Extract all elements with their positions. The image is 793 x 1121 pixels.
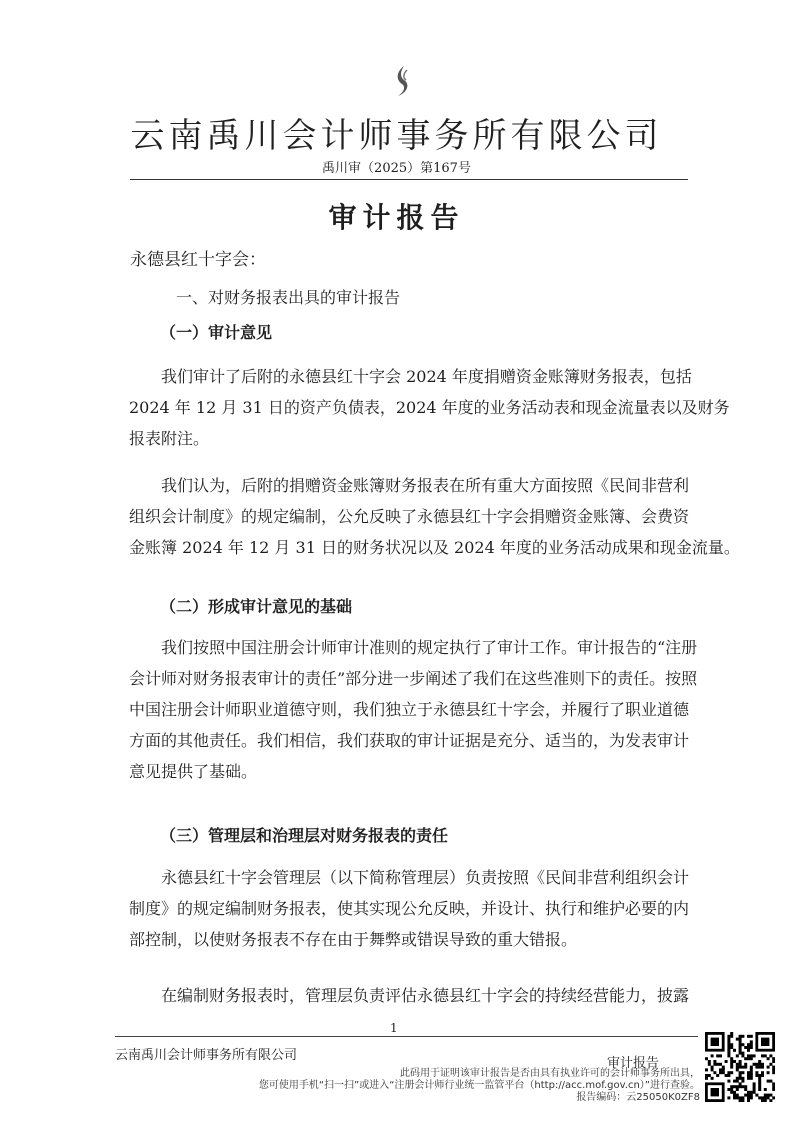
qr-code-icon: [705, 1032, 775, 1102]
opinion-paragraph-1: [129, 361, 730, 454]
text-line: 我们认为，后附的捐赠资金账簿财务报表在所有重大方面按照《民间非营利: [161, 476, 690, 495]
text-line: 制度》的规定编制财务报表，使其实现公允反映，并设计、执行和维护必要的内: [129, 899, 690, 918]
responsibility-paragraph-1: [129, 862, 689, 955]
text-line: 意见提供了基础。: [129, 762, 258, 781]
text-line: 2024 年 12 月 31 日的资产负债表，2024 年度的业务活动表和现金流量表以及财务: [129, 398, 730, 417]
report-code: 报告编码：云25050K0ZF8: [576, 1092, 700, 1103]
header-divider: [130, 179, 688, 180]
text-line: 永德县红十字会管理层（以下简称管理层）负责按照《民间非营利组织会计: [161, 868, 690, 887]
text-line: 我们按照中国注册会计师审计准则的规定执行了审计工作。审计报告的“注册: [161, 638, 698, 657]
section-heading: 一、对财务报表出具的审计报告: [176, 288, 401, 307]
footer-divider: [115, 1036, 698, 1037]
addressee: 永德县红十字会：: [130, 250, 266, 270]
report-title: 审计报告: [328, 201, 465, 234]
text-line: 金账簿 2024 年 12 月 31 日的财务状况以及 2024 年度的业务活动成果和现金流量。: [129, 538, 740, 557]
firm-name: 云南禹川会计师事务所有限公司: [130, 116, 663, 156]
footer-report-label: 审计报告: [607, 1056, 660, 1071]
text-line: 部控制，以使财务报表不存在由于舞弊或错误导致的重大错报。: [129, 930, 578, 949]
verification-note: [200, 1068, 700, 1104]
text-line: 我们审计了后附的永德县红十字会 2024 年度捐赠资金账簿财务报表，包括: [161, 367, 692, 386]
verify-line: 此码用于证明该审计报告是否由具有执业许可的会计师事务所出具，: [400, 1068, 700, 1079]
subsection-heading-basis: （二）形成审计意见的基础: [160, 597, 353, 616]
document-number: 禹川审（2025）第167号: [322, 161, 471, 176]
firm-logo: [390, 64, 414, 98]
text-line: 组织会计制度》的规定编制，公允反映了永德县红十字会捐赠资金账簿、会费资: [129, 507, 690, 526]
text-line: 在编制财务报表时，管理层负责评估永德县红十字会的持续经营能力，披露: [161, 986, 690, 1005]
subsection-heading-responsibility: （三）管理层和治理层对财务报表的责任: [160, 826, 449, 845]
footer-firm-name: 云南禹川会计师事务所有限公司: [115, 1048, 298, 1063]
text-line: 报表附注。: [129, 429, 210, 448]
subsection-heading-opinion: （一）审计意见: [160, 323, 273, 342]
text-line: 方面的其他责任。我们相信，我们获取的审计证据是充分、适当的，为发表审计: [129, 731, 690, 750]
responsibility-paragraph-2: [129, 980, 689, 1011]
opinion-paragraph-2: [129, 470, 740, 563]
text-line: 中国注册会计师职业道德守则，我们独立于永德县红十字会，并履行了职业道德: [129, 700, 690, 719]
text-line: 会计师对财务报表审计的责任”部分进一步阐述了我们在这些准则下的责任。按照: [129, 669, 698, 688]
page-number: 1: [390, 1021, 398, 1035]
basis-paragraph: [129, 632, 698, 787]
verify-line: 您可使用手机“扫一扫”或进入“注册会计师行业统一监管平台（http://acc.mof.gov.cn）”进行查验。: [258, 1080, 700, 1091]
